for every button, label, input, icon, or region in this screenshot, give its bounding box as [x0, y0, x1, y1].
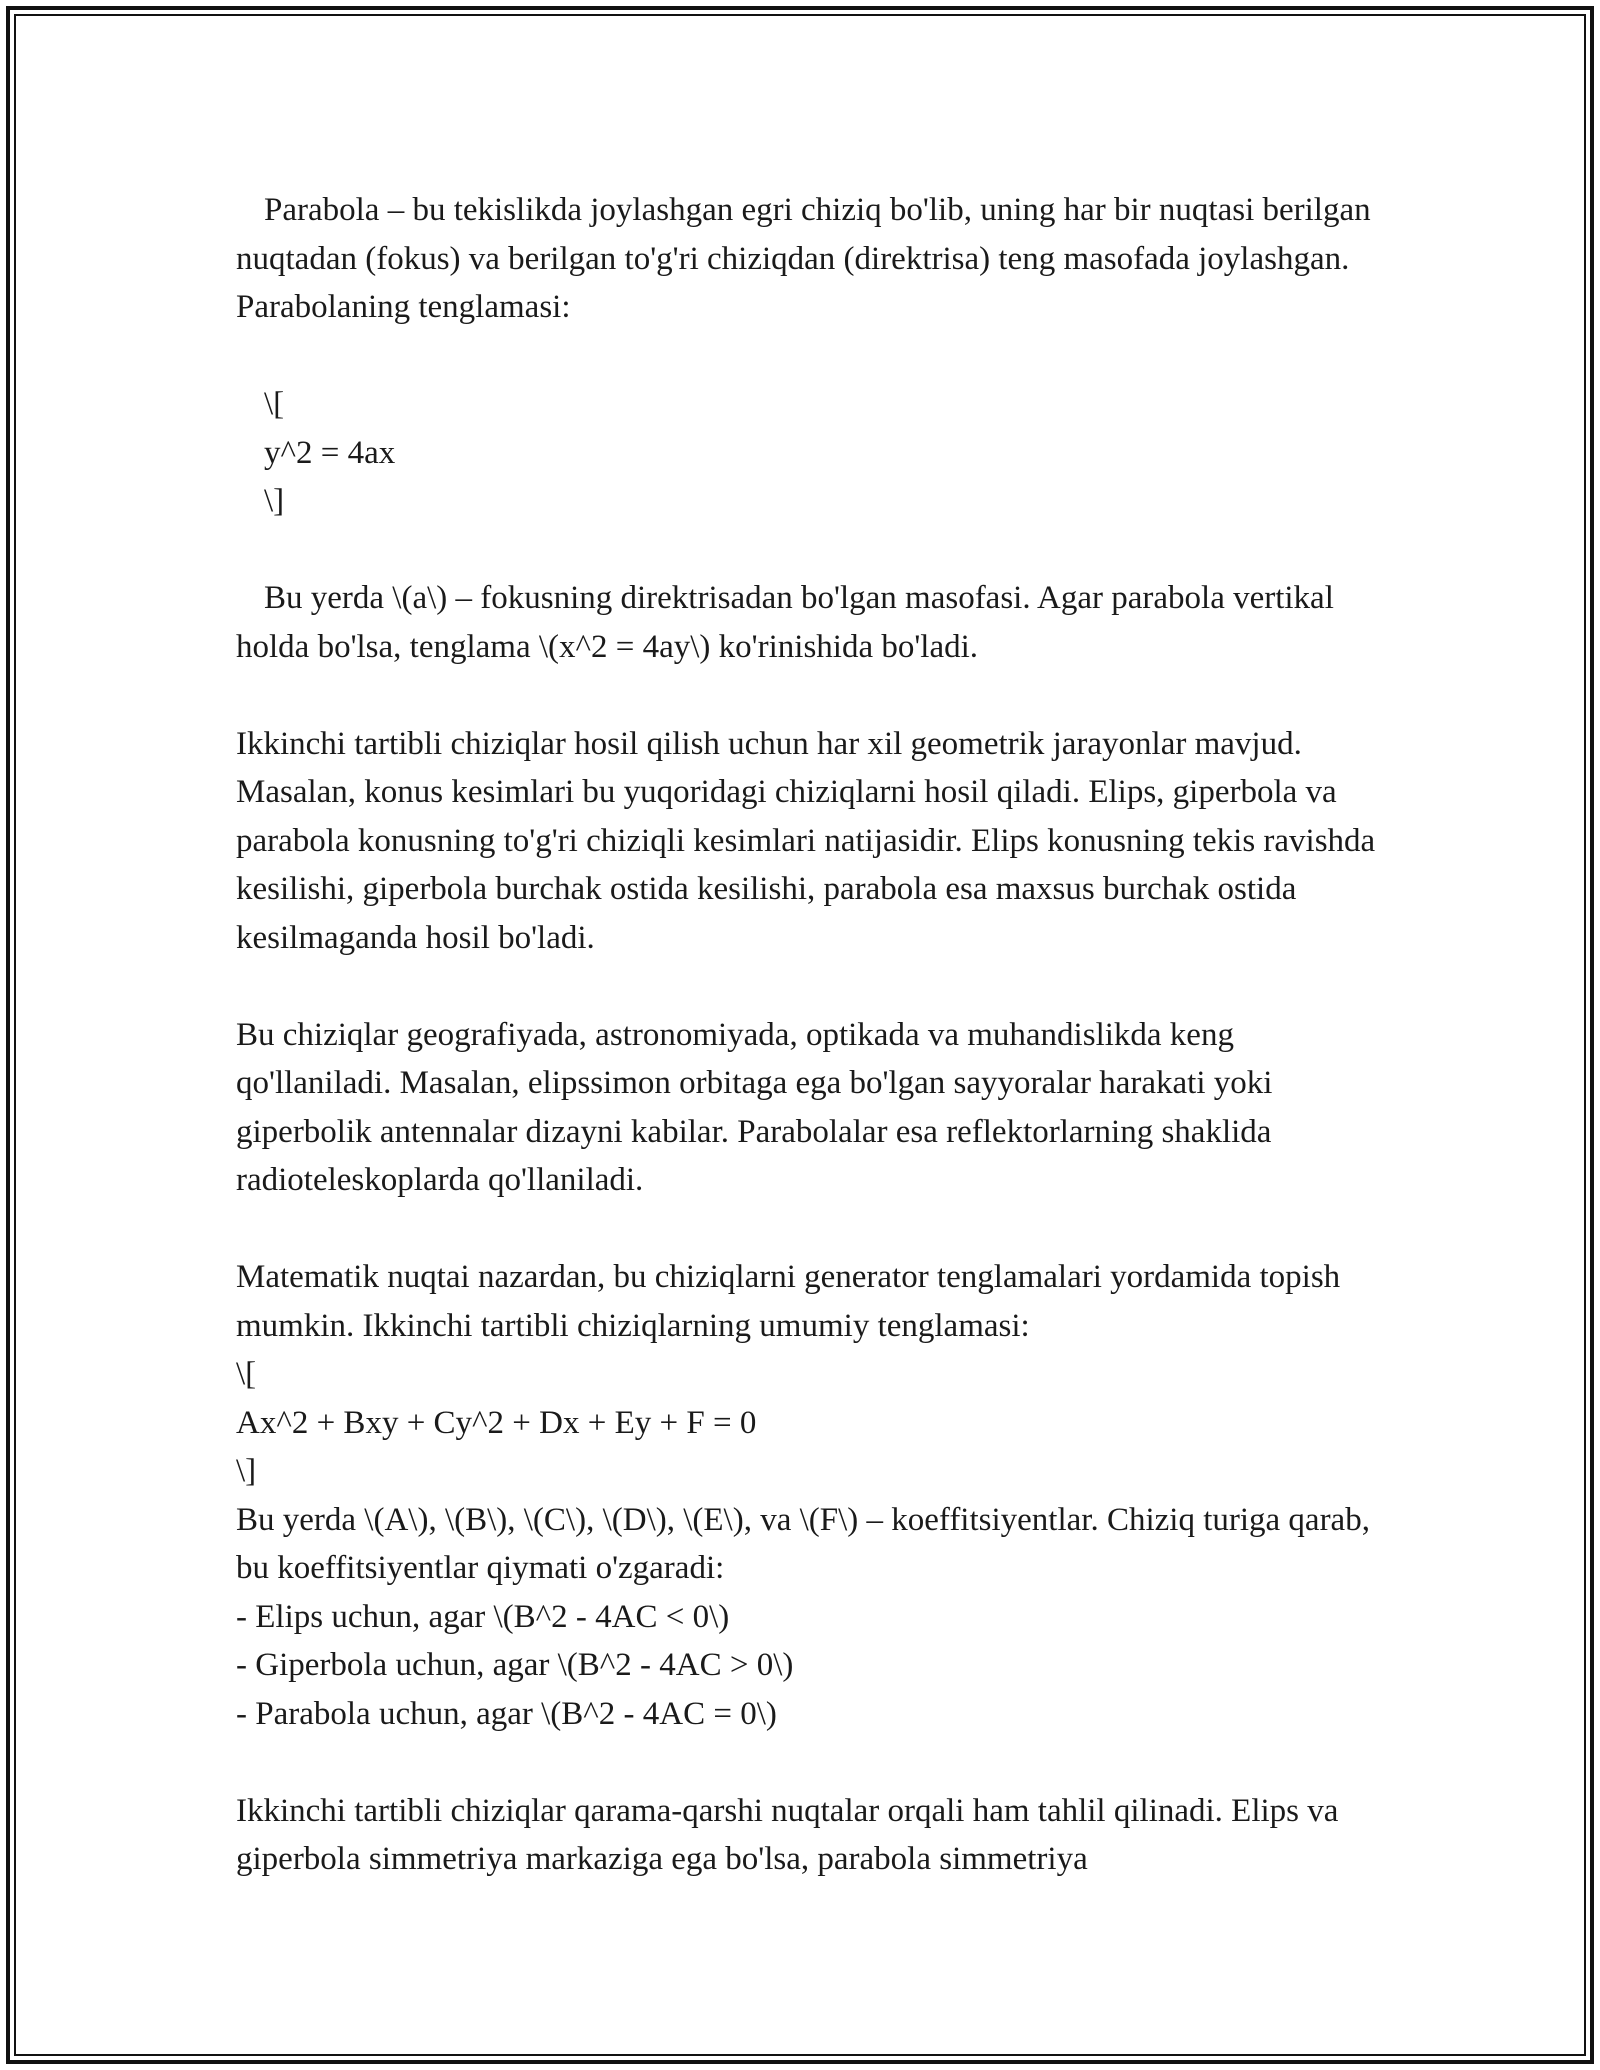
paragraph-applications: Bu chiziqlar geografiyada, astronomiyada, optikada va muhandislikda keng qo'llaniladi. Masalan, elipssimon orbitaga ega bo'lgan sayyoralar harakati yoki giperbolik antennalar dizayni kabilar. Parabolalar esa reflektorlarning shaklida radioteleskoplarda qo'llaniladi.: [236, 1016, 1273, 1198]
paragraph-conic-sections: Ikkinchi tartibli chiziqlar hosil qilish uchun har xil geometrik jarayonlar mavjud. Masalan, konus kesimlari bu yuqoridagi chiziqlarni hosil qiladi. Elips, giperbola va parabola konusning to'g'ri chiziqli kesimlari natijasidir. Elips konusning tekis ravishda kesilishi, giperbola burchak ostida kesilishi, parabola esa maxsus burchak ostida kesilmaganda hosil bo'ladi.: [236, 725, 1376, 956]
equation-parabola: [236, 380, 1386, 526]
spacer: [236, 962, 1386, 1011]
equation-general: [236, 1350, 1386, 1496]
spacer: [236, 1738, 1386, 1787]
paragraph-parabola-definition: Parabola – bu tekislikda joylashgan egri chiziq bo'lib, uning har bir nuqtasi berilgan nuqtadan (fokus) va berilgan to'g'ri chiziqdan (direktrisa) teng masofada joylashgan. Parabolaning tenglamasi:: [236, 192, 1371, 325]
document-body: [236, 186, 1386, 1884]
equation-line: \[: [264, 386, 285, 422]
paragraph-symmetry: Ikkinchi tartibli chiziqlar qarama-qarshi nuqtalar orqali ham tahlil qilinadi. Elips va giperbola simmetriya markaziga ega bo'lsa, parabola simmetriya: [236, 1792, 1339, 1877]
spacer: [236, 332, 1386, 381]
equation-line: Ax^2 + Bxy + Cy^2 + Dx + Ey + F = 0: [236, 1404, 757, 1441]
paragraph-focus-distance: Bu yerda \(a\) – fokusning direktrisadan bo'lgan masofasi. Agar parabola vertikal holda bo'lsa, tenglama \(x^2 = 4ay\) ko'rinishida bo'ladi.: [236, 580, 1334, 665]
spacer: [236, 1205, 1386, 1254]
paragraph-general-equation-intro: Matematik nuqtai nazardan, bu chiziqlarni generator tenglamalari yordamida topish mumkin. Ikkinchi tartibli chiziqlarning umumiy tenglamasi:: [236, 1259, 1341, 1344]
paragraph-coefficients: Bu yerda \(A\), \(B\), \(C\), \(D\), \(E\), va \(F\) – koeffitsiyentlar. Chiziq turiga qarab, bu koeffitsiyentlar qiymati o'zgaradi:: [236, 1501, 1370, 1586]
list-item: - Giperbola uchun, agar \(B^2 - 4AC > 0\): [236, 1647, 794, 1683]
spacer: [236, 526, 1386, 575]
equation-line: \[: [236, 1356, 257, 1392]
list-item: - Elips uchun, agar \(B^2 - 4AC < 0\): [236, 1598, 730, 1635]
discriminant-list: [236, 1593, 1386, 1739]
equation-line: y^2 = 4ax: [264, 434, 396, 471]
equation-line: \]: [264, 483, 285, 519]
list-item: - Parabola uchun, agar \(B^2 - 4AC = 0\): [236, 1695, 777, 1732]
equation-line: \]: [236, 1453, 257, 1489]
spacer: [236, 671, 1386, 720]
